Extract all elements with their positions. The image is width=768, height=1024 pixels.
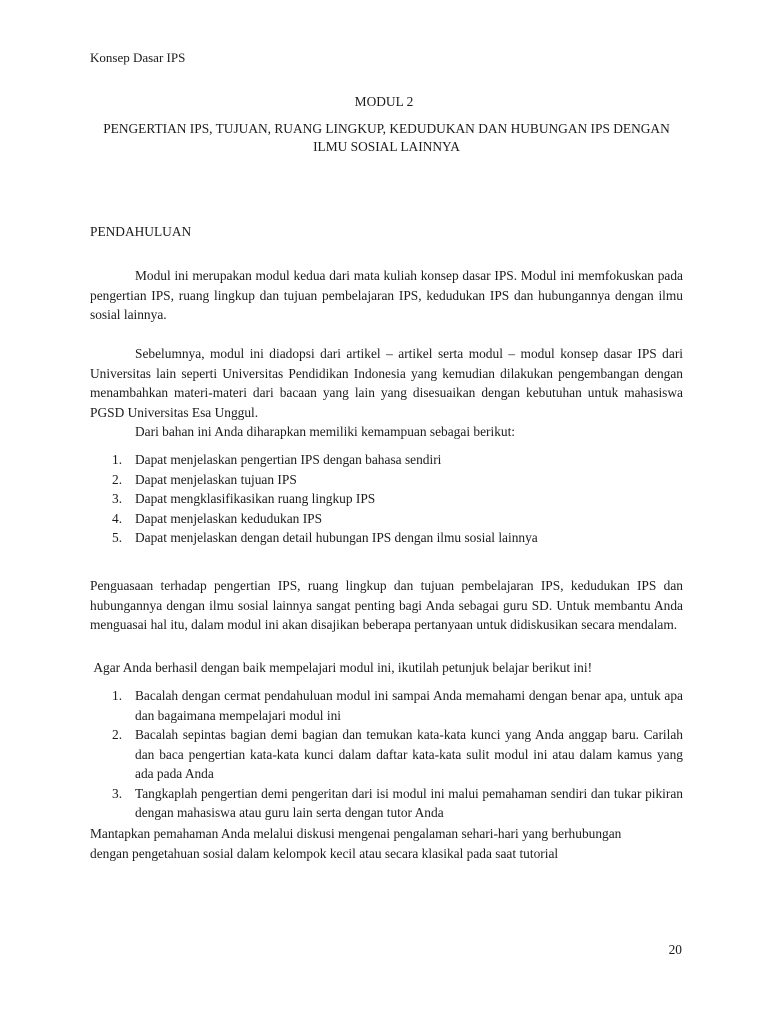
page-number: 20 (668, 942, 682, 957)
list-item (90, 470, 683, 490)
list-item (90, 450, 683, 470)
list-number: 2. (112, 727, 123, 742)
paragraph-objectives-lead: Dari bahan ini Anda diharapkan memiliki kemampuan sebagai berikut: (135, 424, 516, 439)
list-number: 5. (112, 530, 123, 545)
list-number: 4. (112, 510, 123, 526)
paragraph-closing: Mantapkan pemahaman Anda melalui diskusi mengenai pengalaman sehari-hari yang berhubungan dengan pengetahuan sosial dalam kelompok kecil atau secara klasikal pada saat tutorial (90, 826, 622, 861)
list-number: 3. (112, 785, 123, 801)
list-number: 1. (112, 452, 123, 467)
list-text: Tangkaplah pengertian demi pengeritan dari isi modul ini malui pemahaman sendiri dan tukar pikiran dengan mahasiswa atau guru lain serta dengan tutor Anda (135, 785, 683, 820)
paragraph-mastery: Penguasaan terhadap pengertian IPS, ruang lingkup dan tujuan pembelajaran IPS, kedudukan IPS dan hubungannya dengan ilmu sosial lainnya sangat penting bagi Anda sebagai guru SD. Untuk membantu Anda menguasai hal itu, dalam modul ini akan disajikan beberapa pertanyaan untuk didiskusikan secara mendalam. (90, 578, 683, 632)
list-text: Dapat mengklasifikasikan ruang lingkup IPS (135, 491, 376, 506)
list-text: Bacalah sepintas bagian demi bagian dan temukan kata-kata kunci yang Anda anggap baru. Carilah dan baca pengertian kata-kata kunci dalam daftar kata-kata sulit modul ini atau dalam kamus yang ada pada Anda (135, 727, 683, 781)
running-header: Konsep Dasar IPS (90, 50, 186, 65)
module-title: MODUL 2 (354, 94, 414, 109)
list-text: Dapat menjelaskan kedudukan IPS (135, 510, 323, 526)
objectives-list (90, 450, 683, 548)
list-text: Bacalah dengan cermat pendahuluan modul ini sampai Anda memahami dengan benar apa, untuk apa dan bagaimana mempelajari modul ini (135, 688, 683, 723)
paragraph-background: Sebelumnya, modul ini diadopsi dari artikel – artikel serta modul – modul konsep dasar IPS dari Universitas lain seperti Universitas Pendidikan Indonesia yang kemudian dilakukan pengembangan dengan menambahkan materi-materi dari bacaan yang lain yang disesuaikan dengan kebutuhan untuk mahasiswa PGSD Universitas Esa Unggul. (90, 346, 683, 420)
list-item (90, 686, 683, 725)
list-number: 3. (112, 491, 123, 506)
list-number: 2. (112, 471, 123, 487)
list-text: Dapat menjelaskan pengertian IPS dengan bahasa sendiri (135, 452, 442, 467)
list-number: 1. (112, 688, 123, 703)
list-item (90, 509, 683, 529)
paragraph-intro: Modul ini merupakan modul kedua dari mata kuliah konsep dasar IPS. Modul ini memfokuskan pada pengertian IPS, ruang lingkup dan tujuan pembelajaran IPS, kedudukan IPS dan hubungannya dengan ilmu sosial lainnya. (90, 268, 683, 322)
list-text: Dapat menjelaskan dengan detail hubungan IPS dengan ilmu sosial lainnya (135, 530, 538, 545)
list-item (90, 725, 683, 784)
instructions-list (90, 686, 683, 823)
list-item (90, 528, 683, 548)
module-subtitle: PENGERTIAN IPS, TUJUAN, RUANG LINGKUP, KEDUDUKAN DAN HUBUNGAN IPS DENGAN ILMU SOSIAL LAINNYA (103, 121, 670, 154)
list-item (90, 489, 683, 509)
paragraph-instructions-lead: Agar Anda berhasil dengan baik mempelajari modul ini, ikutilah petunjuk belajar berikut ini! (90, 660, 593, 675)
list-text: Dapat menjelaskan tujuan IPS (135, 471, 297, 487)
list-item (90, 784, 683, 823)
section-title: PENDAHULUAN (90, 224, 192, 239)
